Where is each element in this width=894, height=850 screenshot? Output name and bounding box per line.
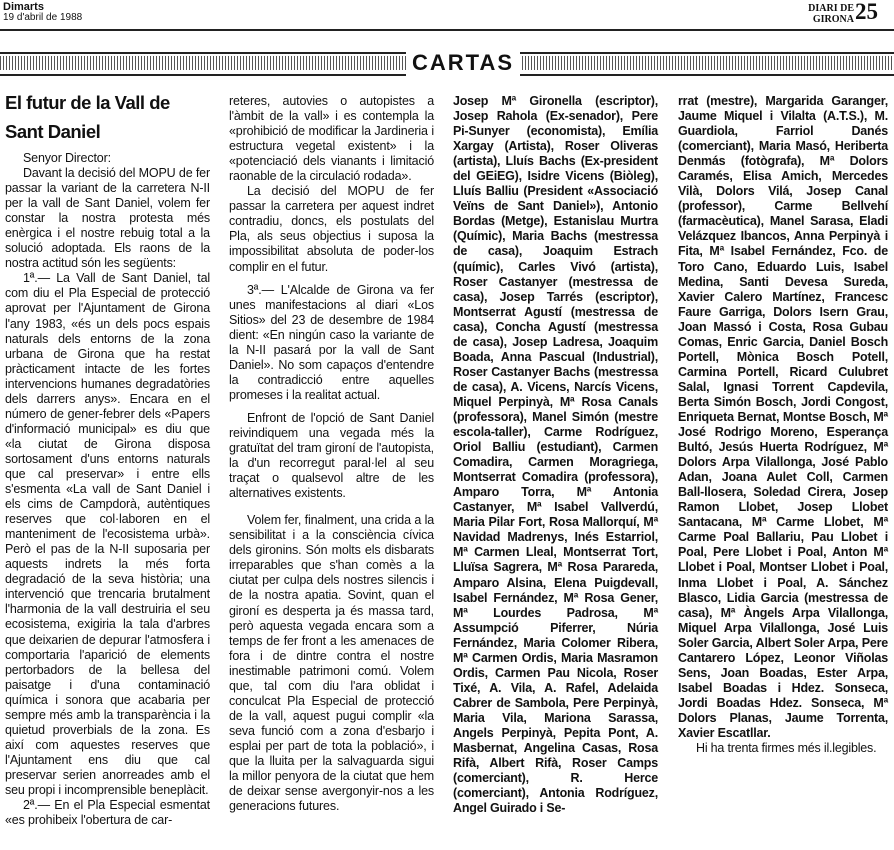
signatory-list: rrat (mestre), Margarida Garanger, Jaume Miquel i Vilalta (A.T.S.), M. Guardiola, Farriol Danés (comerciant), Maria Masó, Heriberta Denmás (fotògrafa), Mª Dolors Caramés, Elisa Amich, Mercedes Vilà, Dolors Vilá, Josep Canal (professor), Carme Bellvehí (farmacèutica), Manel Sarasa, Eladi Velázquez Ibancos, Anna Perpinyà i Fita, Mª Isabel Fernández, Fco. de Toro Cano, Eduardo Luis, Isabel Medina, Santi Devesa Sureda, Xavier Calero Martínez, Francesc Faure Garriga, Dolors Isern Grau, Joan Massó i Costa, Rosa Gubau Comas, Enric Garcia, Daniel Bosch Portell, Mònica Bosch Potell, Carmina Portell, Ricard Culubret Salal, Ignasi Torrent Capdevila, Berta Simón Bosch, Jordi Congost, Enriqueta Bernat, Montse Bosch, Mª José Rodrigo Moreno, Esperança Bultó, Jesús Huerta Rodríguez, Mª Dolors Arpa Vilallonga, José Pablo Adan, Joana Aulet Coll, Carmen Ball-llosera, Soledad Cirera, Josep Ramon Llobet, Josep Llobet Santacana, Mª Carme Llobet, Mª Carme Poal Ballariu, Pau Llobet i Poal, Pere Llobet i Poal, Anton Mª Llobet i Poal, Montser Llobet i Poal, Inma Llobet i Poal, A. Sánchez Blasco, Lidia Garcia (mestressa de casa), Mª Àngels Arpa Vilallonga, Miquel Arpa Vilallonga, José Luis Soler Garcia, Albert Soler Arpa, Pere Cantarero López, Leonor Viñolas Sens, Joan Boadas, Ester Arpa, Isabel Boadas i Hdez. Sonseca, Jordi Boadas Hdez. Sonseca, Mª Dolors Planas, Jaume Torrenta, Xavier Escatllar. [678,94,888,740]
section-title: CARTAS [406,50,520,76]
paragraph: reteres, autovies o autopistes a l'àmbit de la vall» i es contempla la «prohibició de modificar la Jardineria i estructura vegetal existent» i la «potenciació dels vianants i limitació raonable de la circulació rodada». [229,94,434,184]
header-day: Dimarts [3,1,44,13]
letter-column-1 [5,151,210,828]
paragraph: Enfront de l'opció de Sant Daniel reivindiquem una vegada més la gratuïtat del tram gironí de l'autopista, la d'un recorregut paral·lel al seu traçat o qualsevol altre de les alternatives existents. [229,410,434,501]
letter-headline [5,88,225,146]
paragraph: 3ª.— L'Alcalde de Girona va fer unes manifestacions al diari «Los Sitios» del 23 de desembre de 1984 dient: «En ningún caso la variante de la N-II pasará por la vall de Sant Daniel». No som capaços d'entendre la contradicció entre aquelles promeses i la realitat actual. [229,282,434,402]
paragraph: Volem fer, finalment, una crida a la sensibilitat i a la consciència cívica dels gironins. Són molts els disbarats irreparables que s'han comès a la ciutat per culpa dels nostres silencis i de la nostra apatia. Sovint, quan el gironí es desperta ja és massa tard, però aquesta vegada encara som a temps de fer front a les amenaces de fora i de dintre contra el nostre inestimable patrimoni comú. Volem que, tal com diu l'ara oblidat i conculcat Pla Especial de protecció de la vall, aquest pugui complir «la seva funció com a zona d'esbarjo i esplai per part de tota la població», i que la lluita per la salvaguarda sigui la millor penyora de la ciutat que hem de deixar sense avergonyir-nos a les generacions futures. [229,513,434,814]
header-date: 19 d'abril de 1988 [3,12,83,23]
paragraph: La decisió del MOPU de fer passar la carretera per aquest indret contradiu, doncs, els postulats del Pla, als seus objectius i suposa la impossibilitat absoluta de poder-los complir en el futur. [229,184,434,274]
letter-column-2 [229,94,434,814]
section-banner [0,50,894,78]
page-number: 25 [855,0,878,24]
headline-line-2: Sant Daniel [5,121,101,142]
logo-line-1: DIARI DE [808,3,854,14]
logo-line-2: GIRONA [812,14,854,25]
paragraph: Davant la decisió del MOPU de fer passar la variant de la carretera N-II per la vall de Sant Daniel, volem fer constar la nostra protesta més enèrgica i el nostre rebuig total a la solució adoptada. Els raons de la nostra actitud són les següents: [5,166,210,271]
signatories-column-1 [453,94,658,816]
header-rule [0,29,894,31]
paragraph: 2ª.— En el Pla Especial esmentat «es prohibeix l'obertura de car- [5,798,210,828]
signatories-column-2 [678,94,888,756]
headline-line-1: El futur de la Vall de [5,92,170,113]
newspaper-logo [800,3,854,25]
paragraph: 1ª.— La Vall de Sant Daniel, tal com diu el Pla Especial de protecció aprovat per l'Ajuntament de Girona l'any 1983, «és un dels pocs espais naturals dels entorns de la zona urbana de Girona que ha restat pràcticament intacte de les fortes intervencions humanes degradatòries dels darrers anys». Encara en el número de gener-febrer dels «Papers d'informació municipal» es diu que «la ciutat de Girona disposa sortosament d'uns entorns naturals que cal preservar» i entre ells s'esmenta «La vall de Sant Daniel i els cims de Campdorà, autèntiques reserves que col·laboren en el manteniment de l'ecosistema urbà». Però el pas de la N-II suposaria per aquests indrets la més forta degradació de la seva història; una intervenció que trencaria brutalment l'harmonia de la vall destruiria el seu ecosistema, exigiria la tala d'arbres que deixarien de depurar l'atmosfera i comportaria l'aparició de elements pertorbadors de la bellesa del paisatge i d'una contaminació química i sonora que acabaria per sempre més amb la transparència i la quietud proverbials de la zona. Es així com aquestes reserves que l'Ajuntament ens diu que cal preservar serien anorreades amb el seu propi i incomprensible beneplàcit. [5,271,210,797]
closing-note: Hi ha trenta firmes més il.legibles. [696,741,877,756]
salutation: Senyor Director: [23,151,111,165]
signatory-list: Josep Mª Gironella (escriptor), Josep Rahola (Ex-senador), Pere Pi-Sunyer (economista), Emília Xargay (Artista), Roser Oliveras (artista), Lluís Bachs (Ex-president del GEiEG), Isidre Vicens (Biòleg), Lluís Balliu (President «Associació Veïns de Sant Daniel»), Antonio Bordas (Metge), Estanislau Murtra (Químic), Maria Bachs (mestressa de casa), Joaquim Estrach (químic), Carles Vivó (artista), Roser Castanyer (mestressa de casa), Josep Tarrés (escriptor), Montserrat Agustí (mestressa de casa), Concha Agustí (mestressa de casa), Josep Ladresa, Joaquim Boada, Anna Pascual (Industrial), Roser Castanyer Bachs (mestressa de casa), A. Vicens, Narcís Vicens, Miquel Perpinyà, Mª Rosa Canals (professora), Manel Simón (mestre escola-taller), Carme Rodríguez, Oriol Balliu (estudiant), Carmen Comadira, Carmen Moragriega, Montserrat Comadira (professora), Amparo Torra, Mª Antonia Castanyer, Mª Isabel Vallverdú, Maria Pilar Fort, Rosa Mallorquí, Mª Navidad Madrenys, Inés Estarriol, Mª Carmen Lleal, Montserrat Tort, Lluïsa Sagrera, Mª Rosa Parareda, Amparo Alsina, Elena Puigdevall, Isabel Fernández, Mª Rosa Gener, Mª Lourdes Padrosa, Mª Assumpció Piferrer, Núria Fernández, Maria Colomer Ribera, Mª Carmen Ordis, Maria Masramon Ordis, Carmen Pau Nicola, Roser Tixé, A. Vila, A. Rafel, Adelaida Cabrer de Sambola, Pere Perpinyà, Maria Vila, Mariona Sarassa, Angels Perpinyà, Pepita Pont, A. Masbernat, Angelina Casas, Rosa Rifà, Albert Rifà, Roser Camps (comerciant), R. Herce (comerciant), Antonia Rodríguez, Angel Guirado i Se- [453,94,658,816]
